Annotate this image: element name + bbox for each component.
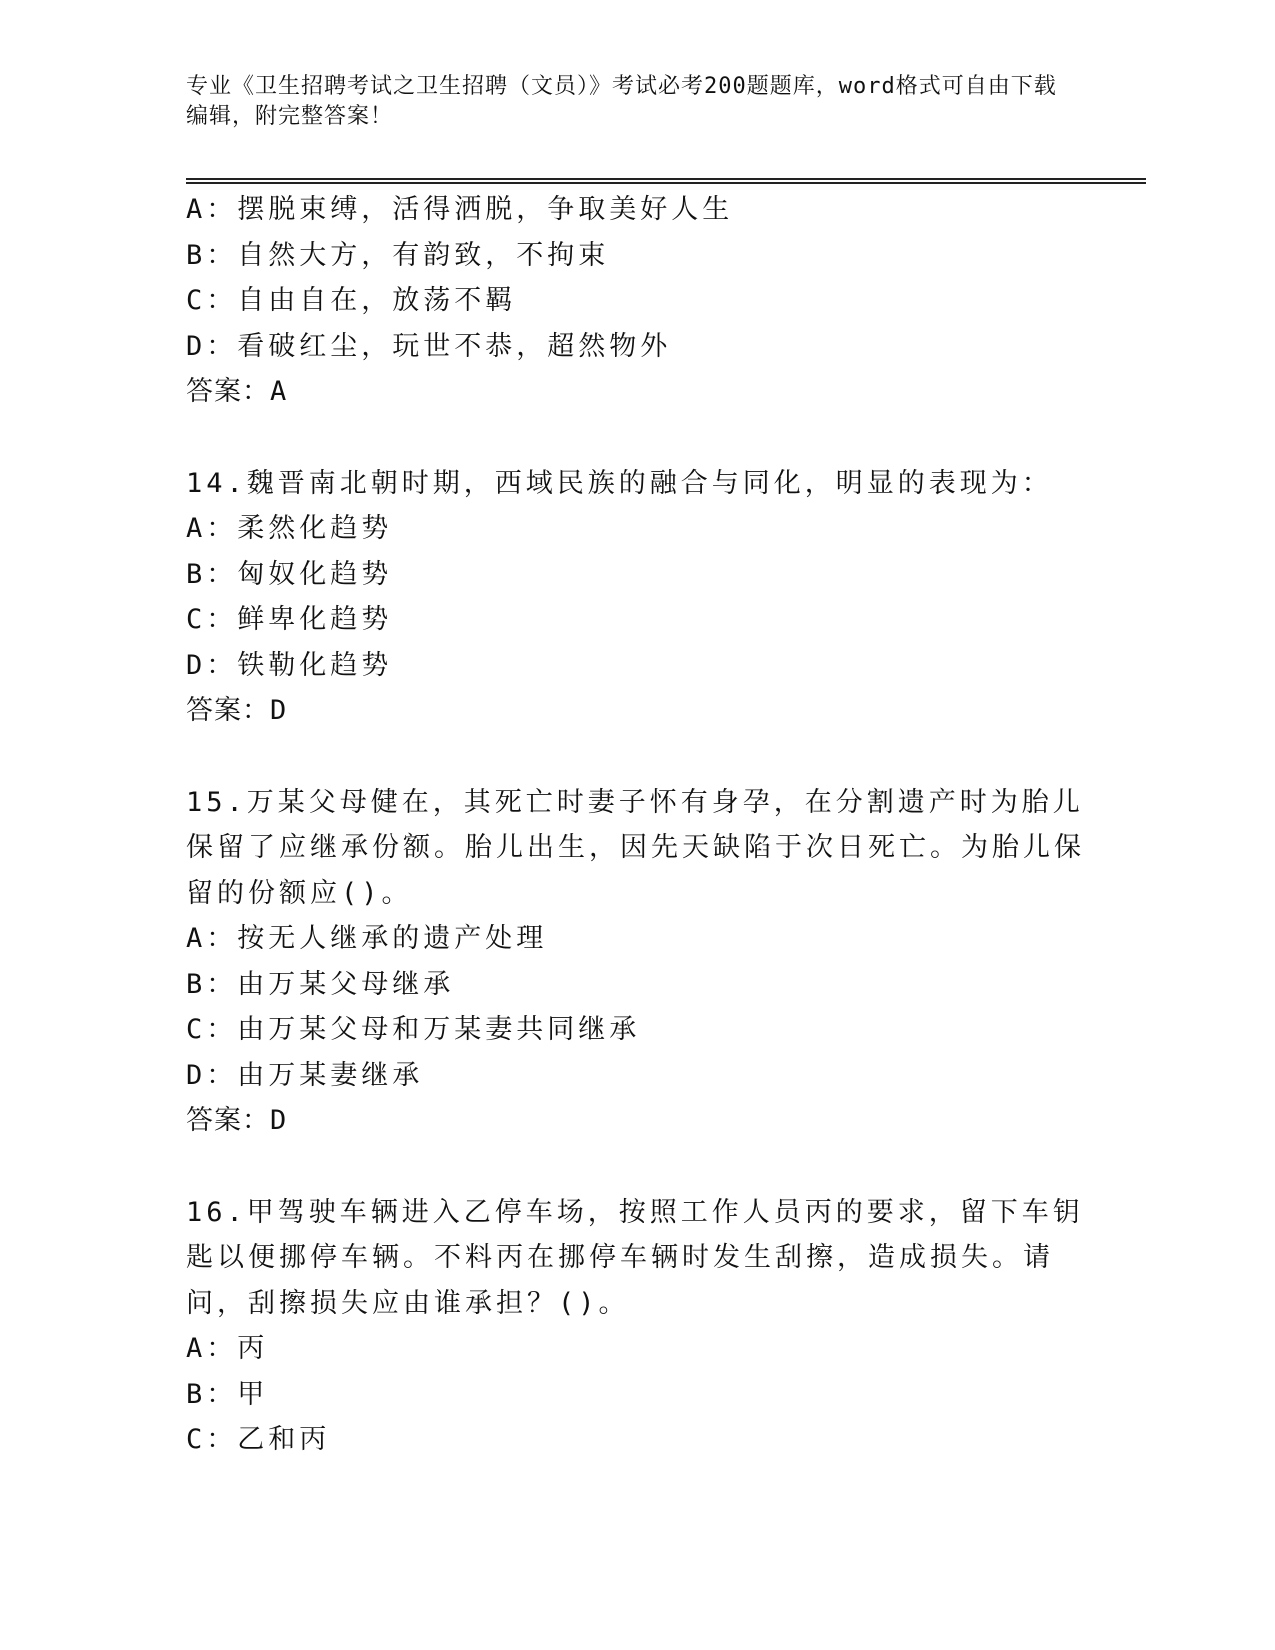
option-b: B：自然大方，有韵致，不拘束 xyxy=(186,239,610,271)
spacer xyxy=(186,415,1086,461)
option-b: B：甲 xyxy=(186,1378,269,1410)
option-d: D：看破红尘，玩世不恭，超然物外 xyxy=(186,330,672,362)
option-a: A：摆脱束缚，活得洒脱，争取美好人生 xyxy=(186,194,734,225)
spacer xyxy=(186,734,1086,780)
option-a: A：丙 xyxy=(186,1333,269,1364)
question-text: 16.甲驾驶车辆进入乙停车场，按照工作人员丙的要求，留下车钥匙以便挪停车辆。不料丙在挪停车辆时发生刮擦，造成损失。请问，刮擦损失应由谁承担？()。 xyxy=(186,1196,1084,1319)
answer-label: 答案：D xyxy=(186,1105,288,1136)
question-text: 14.魏晋南北朝时期，西域民族的融合与同化，明显的表现为： xyxy=(186,467,1053,499)
option-c: C：由万某父母和万某妻共同继承 xyxy=(186,1014,641,1045)
header-divider-top xyxy=(186,178,1146,180)
question-13-continued xyxy=(186,187,1086,415)
question-text: 15.万某父母健在，其死亡时妻子怀有身孕，在分割遗产时为胎儿保留了应继承份额。胎儿出生，因先天缺陷于次日死亡。为胎儿保留的份额应()。 xyxy=(186,786,1085,909)
question-14 xyxy=(186,461,1086,734)
option-a: A：柔然化趋势 xyxy=(186,513,393,544)
option-a: A：按无人继承的遗产处理 xyxy=(186,923,548,954)
question-list xyxy=(186,187,1086,1463)
option-d: D：由万某妻继承 xyxy=(186,1059,424,1091)
answer-label: 答案：A xyxy=(186,376,288,407)
option-c: C：鲜卑化趋势 xyxy=(186,604,393,635)
header-divider-bottom xyxy=(186,182,1146,184)
option-d: D：铁勒化趋势 xyxy=(186,649,393,681)
document-header: 专业《卫生招聘考试之卫生招聘（文员）》考试必考200题题库，word格式可自由下载编辑，附完整答案！ xyxy=(186,74,1057,129)
option-c: C：自由自在，放荡不羁 xyxy=(186,285,517,316)
question-16 xyxy=(186,1190,1086,1463)
option-c: C：乙和丙 xyxy=(186,1424,331,1455)
spacer xyxy=(186,1144,1086,1190)
question-15 xyxy=(186,780,1086,1144)
option-b: B：匈奴化趋势 xyxy=(186,558,393,590)
option-b: B：由万某父母继承 xyxy=(186,968,455,1000)
answer-label: 答案：D xyxy=(186,695,288,726)
